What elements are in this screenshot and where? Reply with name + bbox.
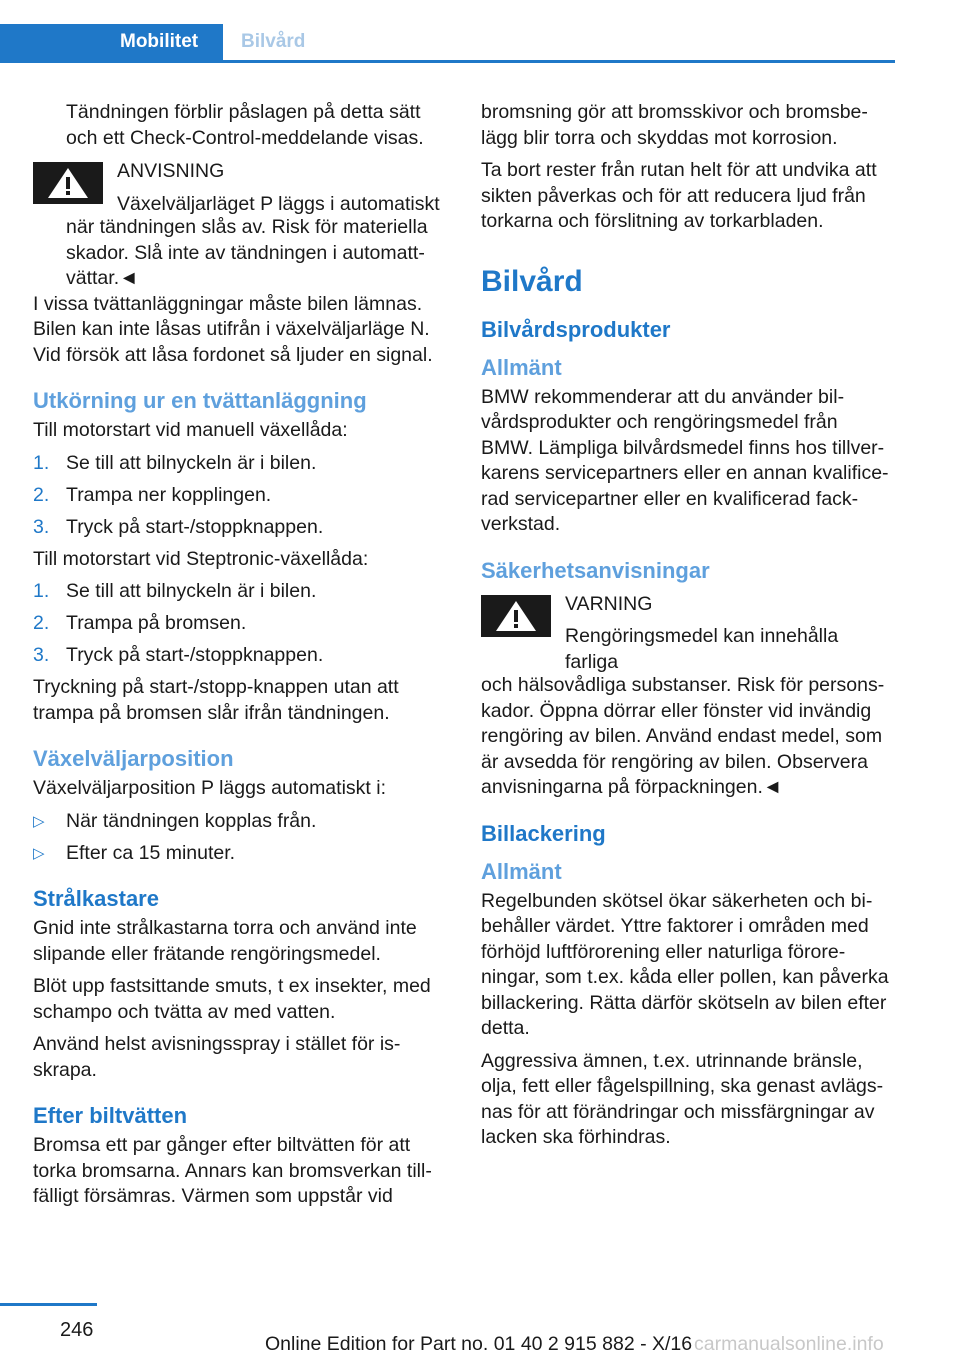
vaxel-bullet-list: [33, 809, 445, 867]
section-heading-stralkastare: Strålkastare: [33, 886, 159, 911]
chapter-heading-bilvard: Bilvård: [481, 264, 583, 298]
warning-body: och hälsovådliga substanser. Risk för personskador. Öppna dörrar eller fönster vid invändig rengöring av bilen. Använd endast medel, som är avsedda för rengöring av bilen. Observera anvisningarna på förpackningen.◄: [481, 674, 885, 798]
list-item: [33, 483, 445, 509]
note-body-first: Växelväljarläget P läggs i automatiskt: [117, 192, 440, 215]
list-item: [33, 515, 445, 541]
left-column: [33, 100, 445, 1217]
warning-box: [481, 592, 895, 676]
note-box: [33, 159, 445, 217]
list-text: Tryck på start-/stoppknappen.: [66, 515, 324, 538]
list-number: 3.: [33, 515, 50, 538]
list-number: 2.: [33, 612, 50, 634]
paragraph: Gnid inte strålkastarna torra och använd inte slipande eller frätande rengöringsmedel.: [33, 917, 417, 965]
steptronic-steps-list: [33, 579, 445, 669]
paragraph: Aggressiva ämnen, t.ex. utrinnande bränsle, olja, fett eller fågelspillning, ska genast avlägsnas för att förändringar och missfärgningar av lacken ska förhindras.: [481, 1049, 884, 1148]
online-edition-text: Online Edition for Part no. 01 40 2 915 882 - X/16: [265, 1333, 693, 1355]
list-text: Trampa ner kopplingen.: [66, 483, 272, 506]
paragraph: Bromsa ett par gånger efter biltvätten för att torka bromsarna. Annars kan bromsverkan tillfälligt försämras. Värmen som uppstår vid: [33, 1134, 432, 1207]
paragraph: Regelbunden skötsel ökar säkerheten och bibehåller värdet. Yttre faktorer i områden med förhöjd luftförorening eller naturliga föroreningar, som t.ex. kåda eller pollen, kan påverka billackering. Rätta därför skötseln av bilen efter detta.: [481, 889, 889, 1039]
page-number: 246: [60, 1319, 94, 1341]
manual-steps-list: [33, 451, 445, 541]
warning-body-first: Rengöringsmedel kan innehålla farliga: [565, 625, 839, 673]
triangle-bullet-icon: ▷: [33, 844, 45, 862]
list-text: Se till att bilnyckeln är i bilen.: [66, 451, 317, 474]
header-tabbar: [0, 24, 895, 62]
list-text: Efter ca 15 minuter.: [66, 841, 236, 864]
list-item: [33, 841, 445, 867]
note-title: ANVISNING: [117, 160, 225, 182]
list-text: När tändningen kopplas från.: [66, 809, 317, 832]
paragraph: Växelväljarposition P läggs automatiskt i:: [33, 777, 386, 799]
list-number: 3.: [33, 644, 50, 666]
list-text: Trampa på bromsen.: [66, 612, 247, 634]
list-number: 1.: [33, 580, 50, 602]
footer-divider: [0, 1303, 97, 1306]
paragraph: Till motorstart vid manuell växellåda:: [33, 419, 348, 441]
section-heading-utkorning: Utkörning ur en tvättanläggning: [33, 388, 367, 413]
paragraph: I vissa tvättanläggningar måste bilen lämnas. Bilen kan inte låsas utifrån i växelväljarläge N. Vid försök att låsa fordonet så ljuder en signal.: [33, 292, 433, 366]
header-divider: [0, 60, 895, 63]
list-item: [33, 809, 445, 835]
warning-triangle-icon: [33, 162, 103, 204]
paragraph: Blöt upp fastsittande smuts, t ex insekter, med schampo och tvätta av med vatten.: [33, 975, 431, 1023]
subsection-heading-allmant: Allmänt: [481, 354, 562, 380]
list-number: 1.: [33, 451, 50, 474]
list-item: [33, 643, 445, 669]
paragraph: BMW rekommenderar att du använder bilvårdsprodukter och rengöringsmedel från BMW. Lämpliga bilvårdsmedel finns hos tillverkarens servicepartners eller en annan kvalificerad servicepartner eller en kvalificerad fackverkstad.: [481, 385, 889, 535]
section-heading-billackering: Billackering: [481, 820, 606, 846]
triangle-bullet-icon: ▷: [33, 812, 45, 830]
paragraph: Tryckning på start-/stopp-knappen utan att trampa på bromsen slår ifrån tändningen.: [33, 676, 399, 724]
watermark-text: carmanualsonline.info: [694, 1333, 884, 1355]
list-number: 2.: [33, 483, 50, 506]
list-text: Tryck på start-/stoppknappen.: [66, 644, 324, 666]
subsection-heading-sakerhetsanvisningar: Säkerhetsanvisningar: [481, 557, 710, 583]
list-text: Se till att bilnyckeln är i bilen.: [66, 580, 317, 602]
right-column: [481, 100, 895, 1158]
list-item: [33, 611, 445, 637]
section-heading-efter-biltvatten: Efter biltvätten: [33, 1103, 188, 1128]
note-body: när tändningen slås av. Risk för materiella skador. Slå inte av tändningen i automattvättar.◄: [66, 216, 428, 289]
tab-bilvard[interactable]: Bilvård: [241, 31, 306, 52]
tab-mobilitet[interactable]: Mobilitet: [0, 24, 223, 60]
paragraph: Använd helst avisningsspray i stället för isskrapa.: [33, 1033, 401, 1081]
warning-title: VARNING: [565, 592, 653, 615]
list-item: [33, 451, 445, 477]
subsection-heading-allmant: Allmänt: [481, 858, 562, 884]
warning-triangle-icon: [481, 595, 551, 637]
paragraph: bromsning gör att bromsskivor och bromsbelägg blir torra och skyddas mot korrosion.: [481, 101, 868, 149]
section-heading-vaxelvaljarposition: Växelväljarposition: [33, 746, 234, 771]
paragraph: Tändningen förblir påslagen på detta sätt och ett Check-Control-meddelande visas.: [66, 101, 424, 149]
list-item: [33, 579, 445, 605]
paragraph: Till motorstart vid Steptronic-växellåda:: [33, 547, 369, 570]
paragraph: Ta bort rester från rutan helt för att undvika att sikten påverkas och för att reducera ljud från torkarna och förslitning av torkarbladen.: [481, 159, 877, 232]
section-heading-bilvardsprodukter: Bilvårdsprodukter: [481, 316, 671, 342]
